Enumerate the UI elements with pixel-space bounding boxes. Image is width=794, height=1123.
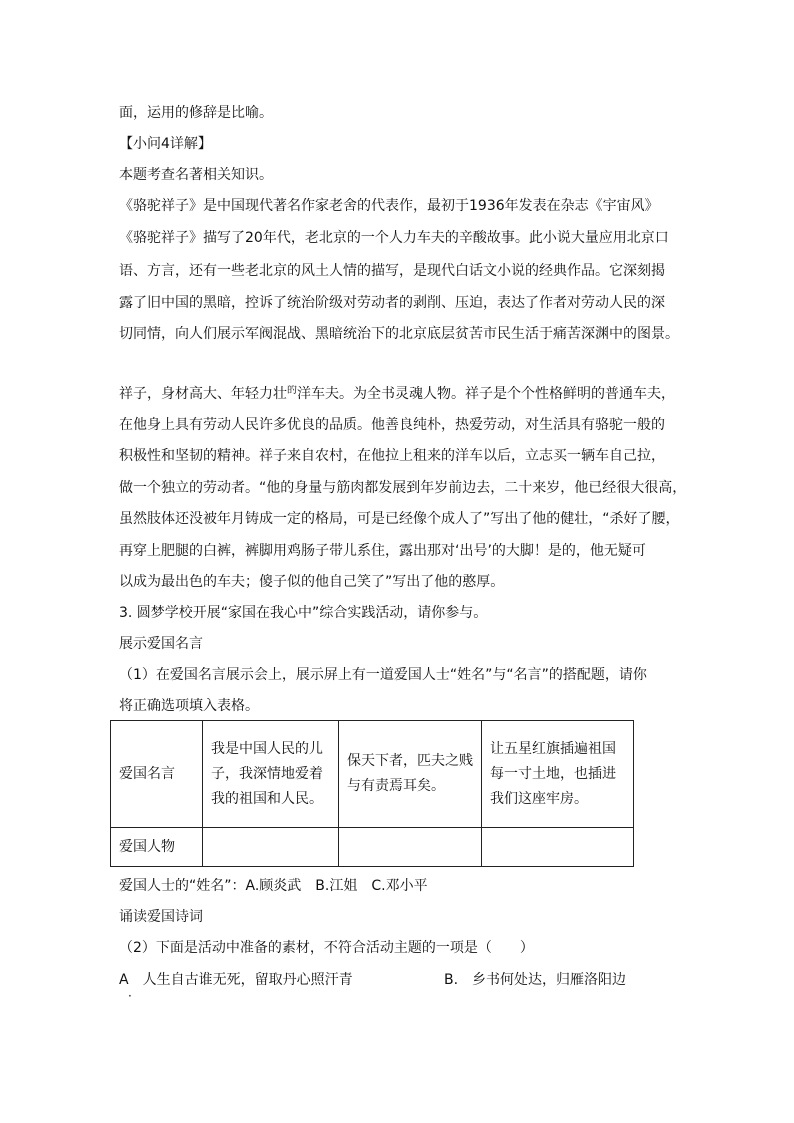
text-line: 面，运用的修辞是比喻。: [119, 105, 273, 121]
quote-cell: [482, 721, 634, 828]
text-line: 切同情，向人们展示军阀混战、黑暗统治下的北京底层贫苦市民生活于痛苦深渊中的图景。: [119, 326, 679, 342]
quote-line: 让五星红旗插遍祖国: [490, 740, 616, 757]
text-line: （2）下面是活动中准备的素材，不符合活动主题的一项是（ ）: [119, 940, 534, 956]
text-line: 将正确选项填入表格。: [119, 698, 259, 714]
text-line: 在他身上具有劳动人民许多优良的品质。他善良纯朴，热爱劳动，对生活具有骆驼一般的: [119, 417, 665, 433]
text-line: 以成为最出色的车夫；傻子似的他自己笑了”写出了他的憨厚。: [119, 574, 505, 590]
superscript-char: 的: [287, 385, 297, 396]
text-line: 《骆驼祥子》是中国现代著名作家老舍的代表作，最初于1936年发表在杂志《宇宙风》: [119, 198, 659, 214]
quote-line: 我的祖国和人民。: [211, 790, 323, 807]
answer-cell[interactable]: [339, 828, 482, 867]
text-line: 积极性和坚韧的精神。祥子来自农村，在他拉上租来的洋车以后，立志买一辆车自己拉，: [119, 448, 665, 464]
text-line: 语、方言，还有一些老北京的风土人情的描写，是现代白话文小说的经典作品。它深刻揭: [119, 263, 665, 279]
text-line: （1）在爱国名言展示会上，展示屏上有一道爱国人士“姓名”与“名言”的搭配题，请你: [119, 667, 647, 683]
text-line: 《骆驼祥子》描写了20年代，老北京的一个人力车夫的辛酸故事。此小说大量应用北京口: [119, 230, 669, 246]
quote-line: 每一寸土地，也插进: [490, 765, 616, 782]
names-options: 爱国人士的“姓名”：A.顾炎武 B.江姐 C.邓小平: [119, 878, 428, 894]
row-label-quotes: 爱国名言: [111, 721, 203, 828]
text-line: 做一个独立的劳动者。“他的身量与筋肉都发展到年岁前边去，二十来岁，他已经很大很高，: [119, 480, 687, 496]
text-line: 露了旧中国的黑暗，控诉了统治阶级对劳动者的剥削、压迫，表达了作者对劳动人民的深: [119, 295, 665, 311]
quote-cell: [203, 721, 339, 828]
table-row: [111, 721, 634, 828]
question-3-title: 3. 圆梦学校开展“家国在我心中”综合实践活动，请你参与。: [119, 605, 488, 621]
subquestion-4-heading: 【小问4详解】: [119, 136, 212, 152]
quote-line: 我是中国人民的儿: [211, 740, 323, 757]
quote-line: 子，我深情地爱着: [211, 765, 323, 782]
quote-line: 我们这座牢房。: [490, 790, 588, 807]
option-b: B. 乡书何处达，归雁洛阳边: [444, 972, 627, 988]
text-line: 再穿上肥腿的白裤，裤脚用鸡肠子带儿系住，露出那对‘出号’的大脚！是的，他无疑可: [119, 543, 646, 559]
option-a: A 人生自古谁无死，留取丹心照汗青: [119, 972, 353, 988]
text-fragment: 洋车夫。为全书灵魂人物。祥子是个个性格鲜明的普通车夫，: [297, 386, 675, 402]
xiangzi-first-line: [119, 385, 689, 405]
quote-line: 保天下者，匹夫之贱: [347, 753, 473, 769]
table-row: [111, 828, 634, 867]
answer-cell[interactable]: [203, 828, 339, 867]
row-label-people: 爱国人物: [111, 828, 203, 867]
section-heading: 展示爱国名言: [119, 636, 203, 652]
option-dot: ·: [128, 989, 132, 1003]
section-heading: 诵读爱国诗词: [119, 909, 203, 925]
quote-matching-table: [110, 720, 634, 867]
text-line: 本题考查名著相关知识。: [119, 167, 273, 183]
text-line: 虽然肢体还没被年月铸成一定的格局，可是已经像个成人了”写出了他的健壮，“杀好了腰，: [119, 511, 680, 527]
text-fragment: 祥子，身材高大、年轻力壮: [119, 386, 287, 402]
quote-cell: [339, 721, 482, 828]
quote-line: 与有责焉耳矣。: [347, 778, 445, 794]
answer-cell[interactable]: [482, 828, 634, 867]
